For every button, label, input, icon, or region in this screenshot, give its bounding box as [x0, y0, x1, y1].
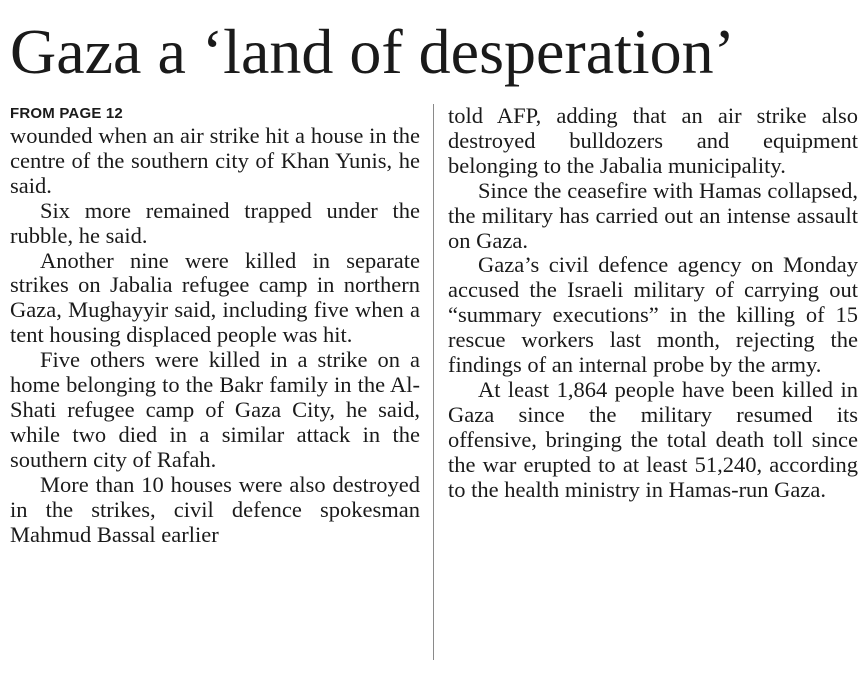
article-paragraph: Another nine were killed in separate strikes on Jabalia refugee camp in northern Gaza, Mughayyir said, including five when a tent housing displaced people was hit.: [10, 247, 420, 348]
headline: Gaza a ‘land of desperation’: [10, 16, 735, 87]
continued-from-label: FROM PAGE 12: [10, 105, 123, 122]
article-paragraph: At least 1,864 people have been killed in Gaza since the military resumed its offensive, bringing the total death toll since the war erupted to at least 51,240, according to the health ministry in Hamas-run Gaza.: [448, 376, 858, 502]
article-paragraph: Since the ceasefire with Hamas collapsed, the military has carried out an intense assault on Gaza.: [448, 177, 858, 253]
article-paragraph: Five others were killed in a strike on a home belonging to the Bakr family in the Al-Shati refugee camp of Gaza City, he said, while two died in a similar attack in the southern city of Rafah.: [10, 347, 420, 472]
article-paragraph: Six more remained trapped under the rubble, he said.: [10, 197, 420, 248]
article-paragraph: wounded when an air strike hit a house in the centre of the southern city of Khan Yunis, he said.: [10, 123, 420, 198]
article-paragraph: Gaza’s civil defence agency on Monday accused the Israeli military of carrying out “summary executions” in the killing of 15 rescue workers last month, rejecting the findings of an internal probe by the army.: [448, 252, 858, 378]
article-column-left: [10, 104, 420, 547]
article-column-right: [448, 104, 858, 503]
column-divider: [433, 104, 434, 660]
article-paragraph: More than 10 houses were also destroyed in the strikes, civil defence spokesman Mahmud Bassal earlier: [10, 471, 420, 547]
article-paragraph: told AFP, adding that an air strike also destroyed bulldozers and equipment belonging to the Jabalia municipality.: [448, 103, 858, 178]
